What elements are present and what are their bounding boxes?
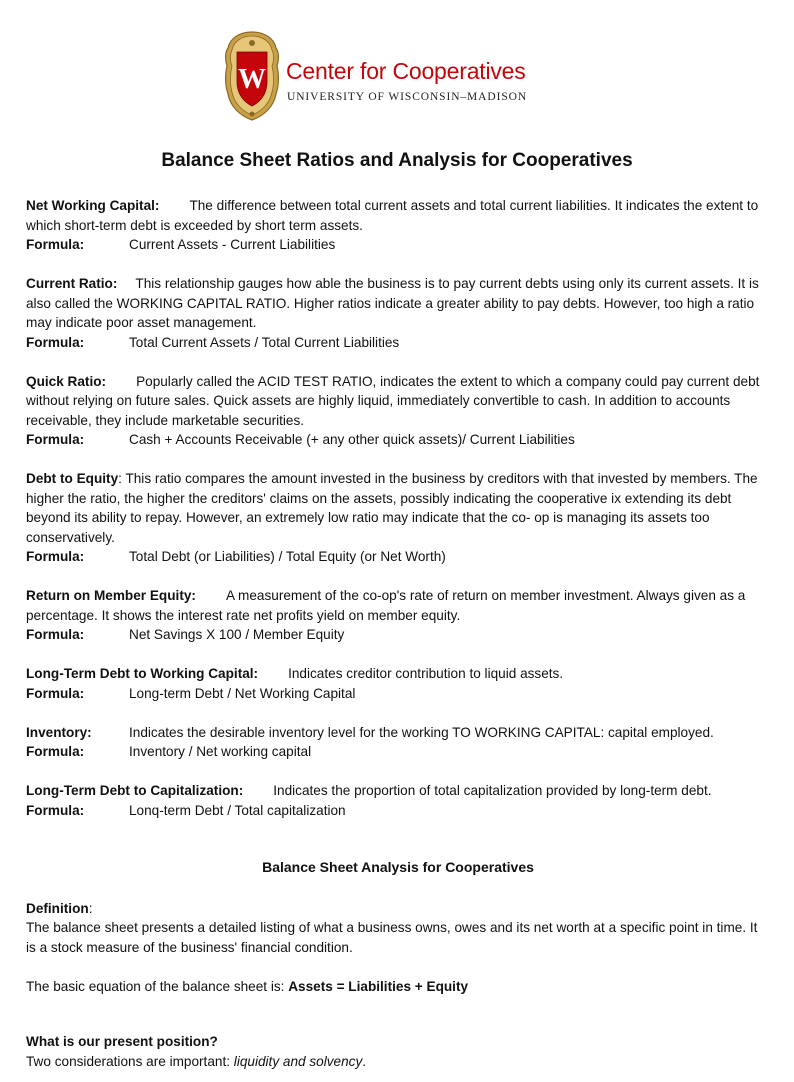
definition-text: The balance sheet presents a detailed listing of what a business owns, owes and its net worth at a specific point in time. It is a stock measure of the business' financial condition. xyxy=(26,920,758,955)
org-name: Center for Cooperatives xyxy=(286,58,526,84)
definition-label: Definition xyxy=(26,900,89,916)
ratio-formula: Cash + Accounts Receivable (+ any other quick assets)/ Current Liabilities xyxy=(129,432,575,447)
ratio-formula: Inventory / Net working capital xyxy=(129,744,312,759)
main-content xyxy=(26,196,770,1071)
formula-label: Formula: xyxy=(26,237,85,252)
ratio-term: Return on Member Equity: xyxy=(26,588,196,603)
ratio-term: Long-Term Debt to Working Capital: xyxy=(26,666,259,681)
definition-colon: : xyxy=(88,900,93,916)
ratio-inventory xyxy=(26,723,770,762)
formula-label: Formula: xyxy=(26,334,85,350)
ratio-formula: Current Assets - Current Liabilities xyxy=(129,237,336,252)
formula-label: Formula: xyxy=(26,549,85,564)
ratio-description: Popularly called the ACID TEST RATIO, indicates the extent to which a company could pay current debt without relying on future sales. Quick assets are highly liquid, immediately convertible to cash. In addition to accounts receivable, they include marketable securities. xyxy=(26,373,760,428)
section-title: Balance Sheet Analysis for Cooperatives xyxy=(262,859,534,875)
formula-label: Formula: xyxy=(26,432,85,447)
ratio-return-on-member-equity xyxy=(26,586,770,645)
ratio-formula: Lonq-term Debt / Total capitalization xyxy=(129,802,346,818)
ratio-term: Net Working Capital: xyxy=(26,198,160,213)
ratio-formula: Total Current Assets / Total Current Liabilities xyxy=(129,334,400,350)
uw-crest-icon xyxy=(224,30,280,122)
ratio-description: Indicates creditor contribution to liquid assets. xyxy=(288,666,564,681)
formula-label: Formula: xyxy=(26,627,85,642)
ratio-description: : This ratio compares the amount invested in the business by creditors with that invested by members. The higher the ratio, the higher the creditors' claims on the assets, possibly indicating the cooperative ix extending its debt beyond its ability to repay. However, an extremely low ratio may indicate that the co- op is managing its assets too conservatively. xyxy=(26,471,758,545)
ratio-description: Indicates the proportion of total capitalization provided by long-term debt. xyxy=(273,783,712,798)
formula-label: Formula: xyxy=(26,744,85,759)
ratio-long-term-debt-to-capitalization xyxy=(26,781,770,820)
ratio-formula: Total Debt (or Liabilities) / Total Equity (or Net Worth) xyxy=(129,549,446,564)
formula-label: Formula: xyxy=(26,802,85,818)
ratio-term: Current Ratio: xyxy=(26,276,118,291)
ratio-term: Debt to Equity xyxy=(26,471,119,486)
equation-intro: The basic equation of the balance sheet is: xyxy=(26,978,289,994)
ratio-description: This relationship gauges how able the business is to pay current debts using only its current assets. It is also called the WORKING CAPITAL RATIO. Higher ratios indicate a greater ability to pay debts. However, too high a ratio may indicate poor asset management. xyxy=(26,276,759,330)
considerations-terms: liquidity and solvency xyxy=(233,1053,363,1069)
considerations-end: . xyxy=(362,1053,367,1069)
ratio-formula: Net Savings X 100 / Member Equity xyxy=(129,627,345,642)
ratio-description: A measurement of the co-op's rate of return on member investment. Always given as a percentage. It shows the interest rate net profits yield on member equity. xyxy=(26,588,746,623)
org-subtitle: UNIVERSITY OF WISCONSIN–MADISON xyxy=(287,91,528,103)
considerations-intro: Two considerations are important: xyxy=(26,1053,234,1069)
definition-block xyxy=(26,899,770,1072)
ratio-debt-to-equity xyxy=(26,469,770,567)
ratio-quick-ratio xyxy=(26,372,770,450)
balance-equation: Assets = Liabilities + Equity xyxy=(288,978,469,994)
ratio-term: Inventory: xyxy=(26,724,92,740)
crest-letter: W xyxy=(238,64,266,95)
ratio-term: Long-Term Debt to Capitalization: xyxy=(26,783,244,798)
question-heading: What is our present position? xyxy=(26,1034,218,1049)
ratio-current-ratio xyxy=(26,274,770,352)
header-logo xyxy=(224,30,564,126)
ratio-formula: Long-term Debt / Net Working Capital xyxy=(129,685,356,701)
ratio-long-term-debt-to-working-capital xyxy=(26,664,770,703)
ratio-net-working-capital xyxy=(26,196,770,255)
ratio-term: Quick Ratio: xyxy=(26,373,107,389)
formula-label: Formula: xyxy=(26,685,85,701)
ratio-description: Indicates the desirable inventory level for the working TO WORKING CAPITAL: capital employed. xyxy=(129,724,714,740)
ratio-description: The difference between total current assets and total current liabilities. It indicates the extent to which short-term debt is exceeded by short term assets. xyxy=(26,198,759,233)
page-title: Balance Sheet Ratios and Analysis for Cooperatives xyxy=(161,150,633,171)
